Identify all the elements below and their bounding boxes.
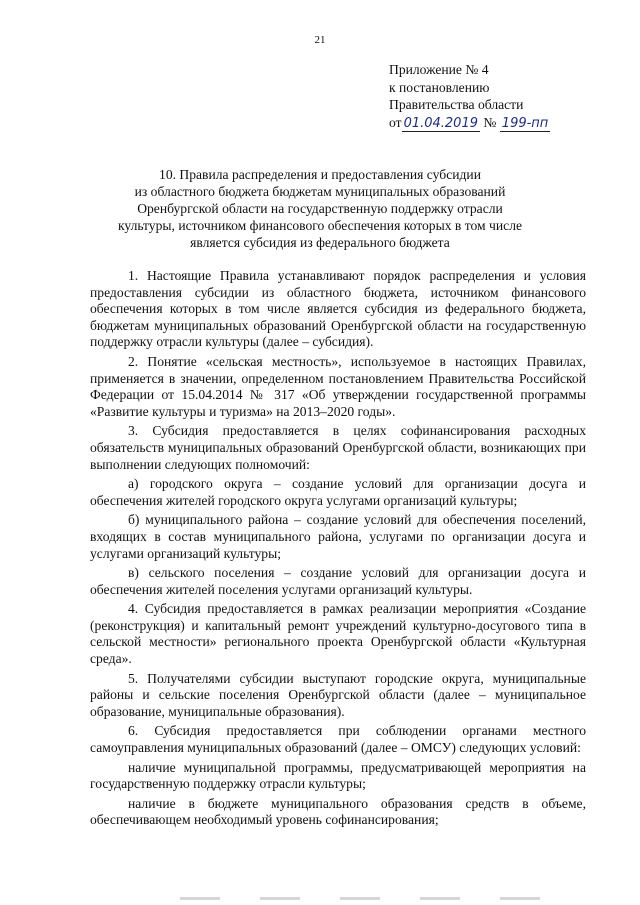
paragraph-1: 1. Настоящие Правила устанавливают порядок распределения и условия предоставления субсидии из областного бюджета, источником финансового обеспечения которых в том числе является субсидия из федерального бюджета, бюджетам муниципальных образований Оренбургской области на государственную поддержку отрасли культуры (далее – субсидия). — [90, 268, 586, 350]
handwritten-number: 199-пп — [501, 115, 549, 131]
scan-artifact-divider — [180, 897, 580, 900]
paragraph-6: 6. Субсидия предоставляется при соблюдении органами местного самоуправления муниципальных образований (далее – ОМСУ) следующих условий: — [90, 723, 586, 756]
condition-1: наличие муниципальной программы, предусматривающей мероприятия на государственную поддержку отрасли культуры; — [90, 759, 586, 792]
condition-2: наличие в бюджете муниципального образования средств в объеме, обеспечивающем необходимый уровень софинансирования; — [90, 795, 586, 828]
paragraph-3c: в) сельского поселения – создание условий для организации досуга и обеспечения жителей поселения услугами организаций культуры. — [90, 565, 586, 597]
title-line: культуры, источником финансового обеспечения которых в том числе — [117, 218, 523, 233]
title-line: из областного бюджета бюджетам муниципальных образований — [134, 184, 506, 199]
paragraph-5: 5. Получателями субсидии выступают городские округа, муниципальные районы и сельские поселения Оренбургской области (далее – муниципальное образование, муниципальные образования). — [90, 670, 586, 719]
page-number: 21 — [314, 34, 326, 46]
paragraph-3b: б) муниципального района – создание условий для обеспечения поселений, входящих в состав муниципального района, услугами по организации досуга и услугами организаций культуры; — [90, 512, 586, 561]
handwritten-date: 01.04.2019 — [403, 115, 478, 131]
title-line: является субсидия из федерального бюджета — [190, 235, 450, 250]
appendix-authority: Правительства области — [389, 97, 524, 112]
number-label: № — [483, 114, 497, 130]
paragraph-3: 3. Субсидия предоставляется в целях софинансирования расходных обязательств муниципальных образований Оренбургской области, возникающих при выполнении следующих полномочий: — [90, 423, 586, 472]
paragraph-2: 2. Понятие «сельская местность», используемое в настоящих Правилах, применяется в значении, определенном постановлением Правительства Российской Федерации от 15.04.2014 № 317 «Об утверждении государственной программы «Развитие культуры и туризма» на 2013–2020 годы». — [90, 353, 586, 419]
appendix-date-number — [389, 114, 629, 133]
paragraph-3a: а) городского округа – создание условий для организации досуга и обеспечения жителей городского округа услугами организаций культуры; — [90, 476, 586, 508]
appendix-number: Приложение № 4 — [389, 62, 489, 77]
appendix-ref: к постановлению — [389, 79, 490, 95]
document-body — [90, 268, 586, 832]
title-line: 10. Правила распределения и предоставления субсидии — [159, 167, 481, 182]
title-line: Оренбургской области на государственную поддержку отрасли — [137, 201, 503, 216]
document-title — [60, 166, 580, 251]
paragraph-4: 4. Субсидия предоставляется в рамках реализации мероприятия «Создание (реконструкция) и капитальный ремонт учреждений культурно-досугового типа в сельской местности» регионального проекта Оренбургской области «Культурная среда». — [90, 601, 586, 667]
from-label: от — [389, 114, 402, 130]
appendix-header — [389, 61, 629, 132]
